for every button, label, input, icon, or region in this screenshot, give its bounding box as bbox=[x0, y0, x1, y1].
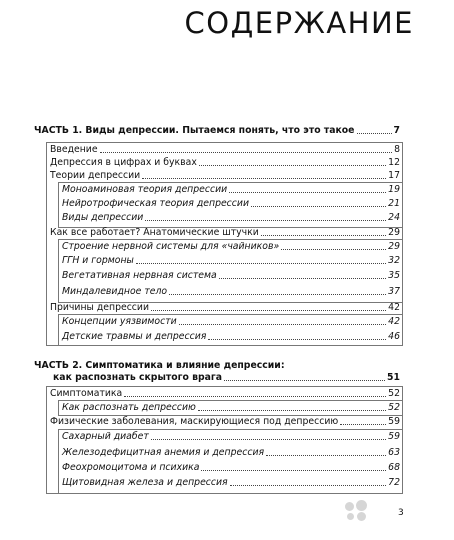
toc-entry-page: 29 bbox=[388, 227, 400, 238]
toc-subentry[interactable] bbox=[62, 477, 400, 488]
toc-entry[interactable] bbox=[50, 170, 400, 181]
toc-entry-page: 72 bbox=[388, 477, 400, 488]
toc-dot-leader bbox=[124, 396, 386, 397]
toc-dot-leader bbox=[224, 380, 385, 381]
toc-part1-heading[interactable] bbox=[34, 125, 400, 136]
toc-entry-page: 52 bbox=[388, 388, 400, 399]
toc-entry-page: 59 bbox=[388, 416, 400, 427]
toc-entry-title: Введение bbox=[50, 144, 98, 155]
toc-subentry[interactable] bbox=[62, 255, 400, 266]
toc-entry-title: ГГН и гормоны bbox=[62, 255, 134, 266]
toc-entry-title: Как распознать депрессию bbox=[62, 402, 196, 413]
toc-entry-title: Нейротрофическая теория депрессии bbox=[62, 198, 249, 209]
toc-entry-title: Концепции уязвимости bbox=[62, 316, 177, 327]
toc-entry-title: Виды депрессии bbox=[62, 212, 144, 223]
toc-entry-page: 37 bbox=[388, 286, 400, 297]
avito-logo-icon bbox=[345, 500, 367, 522]
toc-subentry[interactable] bbox=[62, 270, 400, 281]
toc-entry-title: Феохромоцитома и психика bbox=[62, 462, 200, 473]
page-number: 3 bbox=[398, 508, 404, 518]
toc-subentry[interactable] bbox=[62, 447, 400, 458]
toc-dot-leader bbox=[199, 165, 386, 166]
toc-entry-title: Щитовидная железа и депрессия bbox=[62, 477, 228, 488]
toc-part2-heading-line1[interactable]: ЧАСТЬ 2. Симптоматика и влияние депрессии: bbox=[34, 360, 285, 371]
toc-dot-leader bbox=[229, 192, 386, 193]
toc-entry-page: 46 bbox=[388, 331, 400, 342]
toc-dot-leader bbox=[145, 220, 386, 221]
toc-subentry[interactable] bbox=[62, 184, 400, 195]
toc-entry-title: Причины депрессии bbox=[50, 302, 149, 313]
toc-subentry[interactable] bbox=[62, 241, 400, 252]
toc-entry-title: Миндалевидное тело bbox=[62, 286, 168, 297]
toc-entry-page: 8 bbox=[394, 144, 400, 155]
toc-subentry[interactable] bbox=[62, 198, 400, 209]
toc-entry-title: ЧАСТЬ 1. Виды депрессии. Пытаемся понять, что это такое bbox=[34, 125, 355, 136]
toc-dot-leader bbox=[100, 152, 393, 153]
toc-dot-leader bbox=[281, 249, 386, 250]
toc-dot-leader bbox=[340, 424, 386, 425]
toc-entry-page: 42 bbox=[388, 302, 400, 313]
toc-entry-title: Физические заболевания, маскирующиеся под депрессию bbox=[50, 416, 339, 427]
toc-part2-heading[interactable] bbox=[53, 372, 400, 383]
toc-entry-title: Вегетативная нервная система bbox=[62, 270, 217, 281]
toc-dot-leader bbox=[169, 294, 386, 295]
toc-entry-page: 63 bbox=[388, 447, 400, 458]
toc-entry-page: 24 bbox=[388, 212, 400, 223]
toc-subentry[interactable] bbox=[62, 331, 400, 342]
toc-entry-title: Железодефицитная анемия и депрессия bbox=[62, 447, 265, 458]
toc-entry-title: Симптоматика bbox=[50, 388, 123, 399]
toc-entry-page: 7 bbox=[393, 125, 400, 136]
toc-dot-leader bbox=[179, 324, 386, 325]
toc-entry-page: 21 bbox=[388, 198, 400, 209]
toc-subentry[interactable] bbox=[62, 286, 400, 297]
toc-dot-leader bbox=[198, 410, 386, 411]
toc-dot-leader bbox=[219, 278, 386, 279]
toc-subentry[interactable] bbox=[62, 402, 400, 413]
toc-dot-leader bbox=[357, 133, 392, 134]
toc-entry[interactable] bbox=[50, 302, 400, 313]
toc-entry-title: Как все работает? Анатомические штучки bbox=[50, 227, 259, 238]
toc-entry-page: 19 bbox=[388, 184, 400, 195]
toc-dot-leader bbox=[251, 206, 386, 207]
toc-entry-page: 51 bbox=[387, 372, 400, 383]
toc-entry-title: Детские травмы и депрессия bbox=[62, 331, 207, 342]
toc-entry[interactable] bbox=[50, 388, 400, 399]
toc-entry[interactable] bbox=[50, 227, 400, 238]
toc-entry-title: Строение нервной системы для «чайников» bbox=[62, 241, 280, 252]
toc-entry-page: 52 bbox=[388, 402, 400, 413]
toc-dot-leader bbox=[151, 439, 386, 440]
toc-dot-leader bbox=[151, 310, 386, 311]
toc-entry-page: 35 bbox=[388, 270, 400, 281]
toc-entry-page: 42 bbox=[388, 316, 400, 327]
toc-dot-leader bbox=[266, 455, 386, 456]
toc-entry-page: 59 bbox=[388, 431, 400, 442]
toc-subentry[interactable] bbox=[62, 431, 400, 442]
toc-subentry[interactable] bbox=[62, 212, 400, 223]
toc-entry-title: Теории депрессии bbox=[50, 170, 141, 181]
toc-entry-page: 12 bbox=[388, 157, 400, 168]
toc-entry-page: 68 bbox=[388, 462, 400, 473]
toc-subentry[interactable] bbox=[62, 462, 400, 473]
toc-entry-page: 17 bbox=[388, 170, 400, 181]
toc-dot-leader bbox=[142, 178, 386, 179]
toc-entry[interactable] bbox=[50, 157, 400, 168]
toc-dot-leader bbox=[208, 339, 386, 340]
toc-entry-title: как распознать скрытого врага bbox=[53, 372, 223, 383]
toc-entry-title: Депрессия в цифрах и буквах bbox=[50, 157, 197, 168]
toc-subentry[interactable] bbox=[62, 316, 400, 327]
toc-entry[interactable] bbox=[50, 416, 400, 427]
toc-dot-leader bbox=[230, 485, 387, 486]
toc-dot-leader bbox=[201, 470, 386, 471]
toc-dot-leader bbox=[261, 235, 386, 236]
toc-entry-page: 29 bbox=[388, 241, 400, 252]
toc-entry-title: Сахарный диабет bbox=[62, 431, 149, 442]
page-title: СОДЕРЖАНИЕ bbox=[184, 6, 414, 40]
toc-entry-page: 32 bbox=[388, 255, 400, 266]
toc-dot-leader bbox=[136, 263, 386, 264]
toc-entry-title: Моноаминовая теория депрессии bbox=[62, 184, 228, 195]
toc-entry[interactable] bbox=[50, 144, 400, 155]
avito-watermark bbox=[345, 500, 367, 522]
